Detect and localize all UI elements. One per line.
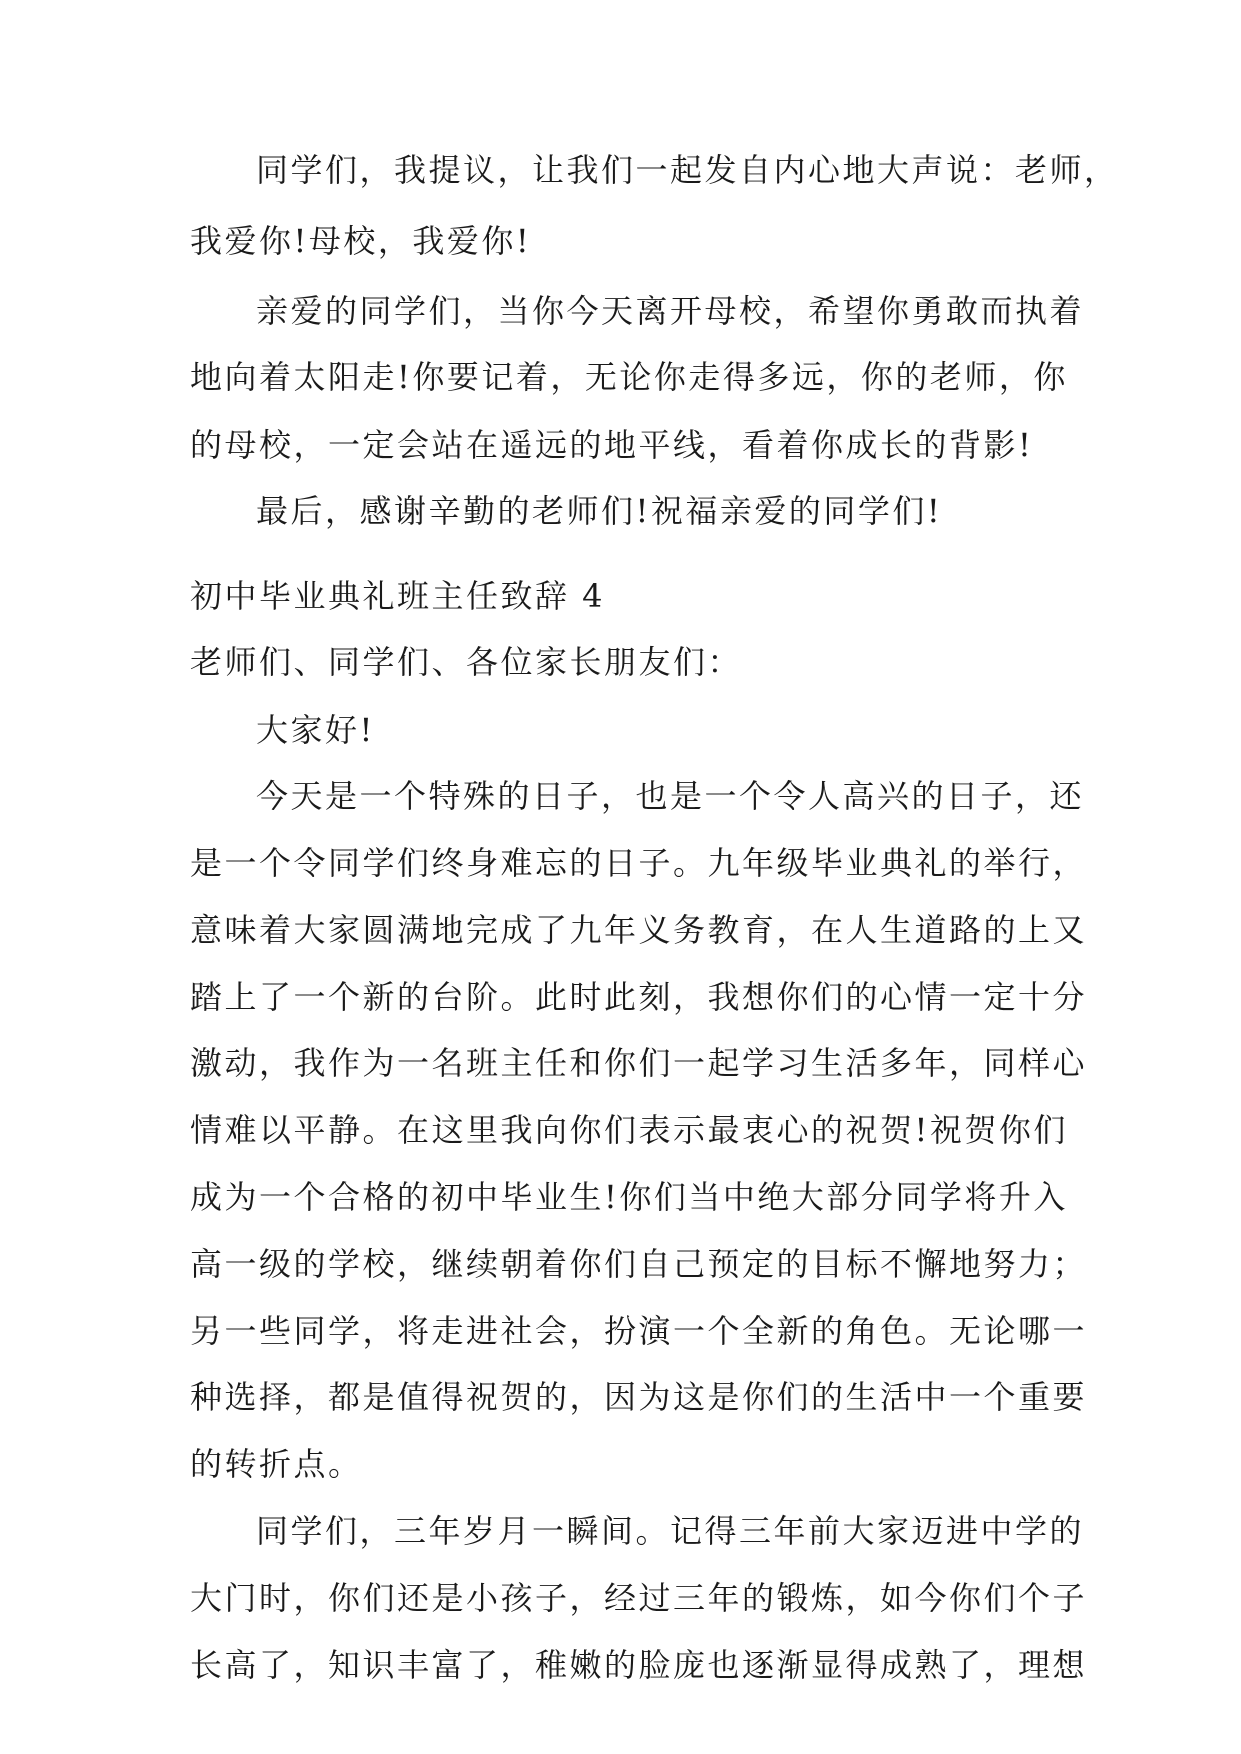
- paragraph-line: 意味着大家圆满地完成了九年义务教育，在人生道路的上又: [190, 911, 1088, 949]
- paragraph-line: 高一级的学校，继续朝着你们自己预定的目标不懈地努力；: [190, 1245, 1088, 1283]
- section-title: 初中毕业典礼班主任致辞 4: [190, 577, 606, 615]
- paragraph-line: 种选择，都是值得祝贺的，因为这是你们的生活中一个重要: [190, 1378, 1088, 1416]
- paragraph-line: 亲爱的同学们，当你今天离开母校，希望你勇敢而执着: [256, 292, 1085, 330]
- paragraph-line: 另一些同学，将走进社会，扮演一个全新的角色。无论哪一: [190, 1312, 1088, 1350]
- greeting: 大家好!: [256, 711, 375, 749]
- paragraph-line: 最后，感谢辛勤的老师们!祝福亲爱的同学们!: [256, 492, 943, 530]
- paragraph-line: 的母校，一定会站在遥远的地平线，看着你成长的背影!: [190, 426, 1034, 464]
- paragraph-line: 同学们，我提议，让我们一起发自内心地大声说：老师，: [256, 151, 1119, 189]
- paragraph-line: 激动，我作为一名班主任和你们一起学习生活多年，同样心: [190, 1044, 1088, 1082]
- paragraph-line: 长高了，知识丰富了，稚嫩的脸庞也逐渐显得成熟了，理想: [190, 1646, 1088, 1684]
- paragraph-line: 是一个令同学们终身难忘的日子。九年级毕业典礼的举行，: [190, 844, 1088, 882]
- paragraph-line: 今天是一个特殊的日子，也是一个令人高兴的日子，还: [256, 777, 1085, 815]
- paragraph-line: 的转折点。: [190, 1445, 363, 1483]
- paragraph-line: 同学们，三年岁月一瞬间。记得三年前大家迈进中学的: [256, 1512, 1085, 1550]
- paragraph-line: 地向着太阳走!你要记着，无论你走得多远，你的老师，你: [190, 358, 1068, 396]
- salutation: 老师们、同学们、各位家长朋友们：: [190, 643, 743, 681]
- paragraph-line: 踏上了一个新的台阶。此时此刻，我想你们的心情一定十分: [190, 978, 1088, 1016]
- paragraph-line: 情难以平静。在这里我向你们表示最衷心的祝贺!祝贺你们: [190, 1111, 1068, 1149]
- paragraph-line: 我爱你!母校，我爱你!: [190, 222, 532, 260]
- paragraph-line: 大门时，你们还是小孩子，经过三年的锻炼，如今你们个子: [190, 1579, 1088, 1617]
- paragraph-line: 成为一个合格的初中毕业生!你们当中绝大部分同学将升入: [190, 1178, 1068, 1216]
